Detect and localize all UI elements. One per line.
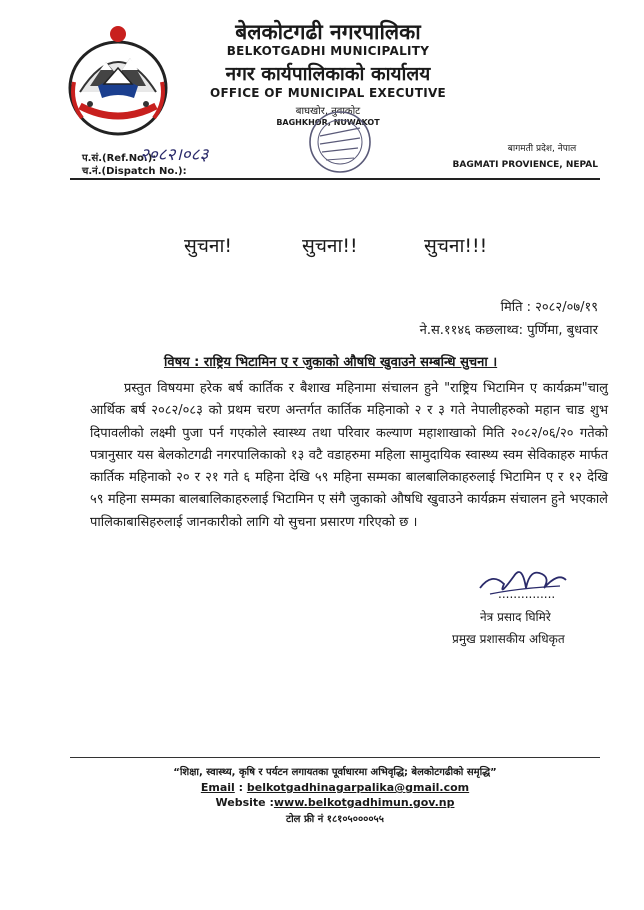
notice-heading-3: सुचना!!! <box>424 235 488 257</box>
dispatch-number-label: च.नं.(Dispatch No.): <box>82 166 187 177</box>
province-en: BAGMATI PROVIENCE, NEPAL <box>452 160 598 170</box>
location-en: BAGHKHOR, NUWAKOT <box>276 118 380 127</box>
footer-tollfree: टोल फ्री नं १८१०५००००५५ <box>286 814 384 825</box>
office-name-np: नगर कार्यपालिकाको कार्यालय <box>225 63 431 85</box>
signatory-designation: प्रमुख प्रशासकीय अधिकृत <box>452 632 565 646</box>
letter-subject: विषय : राष्ट्रिय भिटामिन ए र जुकाको औषधि खुवाउने सम्बन्धि सुचना । <box>164 355 498 370</box>
signatory-name: नेत्र प्रसाद घिमिरे <box>480 610 551 624</box>
footer-slogan: “शिक्षा, स्वास्थ्य, कृषि र पर्यटन लगायतका पूर्वाधारमा अभिवृद्धि; बेलकोटगढीको समृद्धि” <box>173 767 497 778</box>
header-divider <box>70 178 600 180</box>
website-link[interactable]: www.belkotgadhimun.gov.np <box>273 796 455 809</box>
email-label: Email <box>200 781 235 794</box>
reference-number-value: २०८२।०८३ <box>140 145 209 165</box>
office-name-en: OFFICE OF MUNICIPAL EXECUTIVE <box>209 86 447 100</box>
website-label: Website <box>215 796 266 809</box>
location-np: बाघखोर, नुवाकोट <box>295 106 361 117</box>
notice-heading-1: सुचना! <box>184 235 232 257</box>
letter-body: प्रस्तुत विषयमा हरेक बर्ष कार्तिक र बैशाख महिनामा संचालन हुने "राष्ट्रिय भिटामिन ए कार्यक्रम"चालु आर्थिक बर्ष २०८२/०८३ को प्रथम चरण अन्तर्गत कार्तिक महिनाको २ र ३ गते नेपालीहरुको महान चाड शुभ दिपावलीको लक्ष्मी पुजा पर्न गएकोले स्वास्थ्य तथा परिवार कल्याण महाशाखाको मिति २०८२/०६/२० गतेको पत्रानुसार यस बेलकोटगढी नगरपालिकाको १३ वटै वडाहरुमा महिला सामुदायिक स्वास्थ्य स्वम सेविकाहरु मार्फत कार्तिक महिनाको २० र २१ गते ६ महिना देखि ५९ महिना सम्मका बालबालिकाहरुलाई भिटामिन ए र १२ देखि ५९ महिना सम्मका बालबालिकाहरुलाई भिटामिन ए संगै जुकाको औषधि खुवाउने कार्यक्रम संचालन हुने भएकाले पालिकाबासिहरुलाई जानकारीको लागि यो सुचना प्रसारण गरिएको छ । <box>90 381 608 530</box>
nepal-emblem-icon <box>60 22 176 138</box>
footer-email: Email : belkotgadhinagarpalika@gmail.com <box>200 781 470 794</box>
signature-line: ............... <box>498 587 556 601</box>
footer-divider <box>70 757 600 758</box>
letter-date: मिति : २०८२/०७/१९ <box>500 300 598 315</box>
email-link[interactable]: belkotgadhinagarpalika@gmail.com <box>246 781 470 794</box>
province-np: बागमती प्रदेश, नेपाल <box>507 144 577 154</box>
municipality-name-en: BELKOTGADHI MUNICIPALITY <box>226 44 430 58</box>
office-stamp-icon <box>288 106 388 182</box>
notice-heading-2: सुचना!! <box>302 235 358 257</box>
reference-number-label: प.सं.(Ref.No.): <box>82 153 157 164</box>
municipality-name-np: बेलकोटगढी नगरपालिका <box>235 20 421 44</box>
nepal-sambat-date: ने.स.११४६ कछलाथ्व: पुर्णिमा, बुधवार <box>419 323 598 338</box>
footer-website: Website :www.belkotgadhimun.gov.np <box>215 796 455 809</box>
